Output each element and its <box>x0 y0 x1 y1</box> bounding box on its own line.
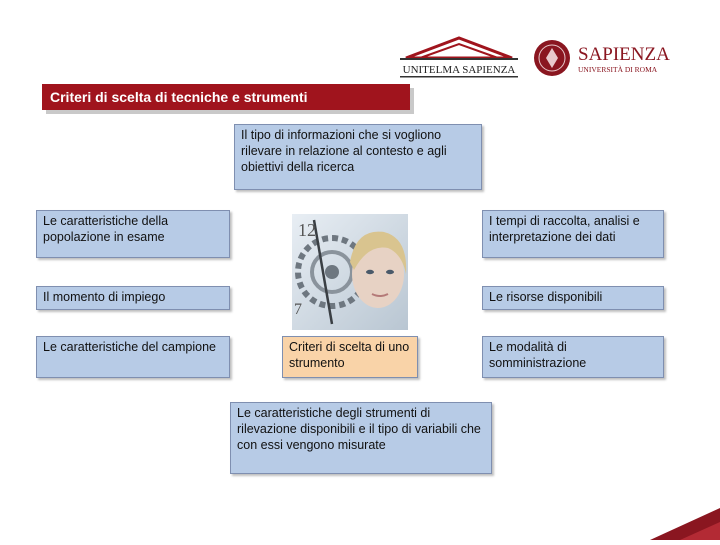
svg-text:12: 12 <box>298 220 316 240</box>
svg-text:7: 7 <box>294 301 302 318</box>
clock-face-photo <box>292 214 408 330</box>
sapienza-logo <box>532 36 672 80</box>
criterion-instruments: Le caratteristiche degli strumenti di rilevazione disponibili e il tipo di variabili che con essi vengono misurate <box>230 402 492 474</box>
slide-title: Criteri di scelta di tecniche e strumenti <box>42 84 410 110</box>
criterion-resources: Le risorse disponibili <box>482 286 664 310</box>
unitelma-logo-text: UNITELMA SAPIENZA <box>402 64 516 76</box>
criterion-sample: Le caratteristiche del campione <box>36 336 230 378</box>
unitelma-logo <box>398 36 520 80</box>
corner-decoration <box>620 500 720 540</box>
criterion-times: I tempi di raccolta, analisi e interpretazione dei dati <box>482 210 664 258</box>
criterion-information-type: Il tipo di informazioni che si vogliono rilevare in relazione al contesto e agli obiettivi della ricerca <box>234 124 482 190</box>
criterion-timing: Il momento di impiego <box>36 286 230 310</box>
criterion-population: Le caratteristiche della popolazione in esame <box>36 210 230 258</box>
criterion-administration: Le modalità di somministrazione <box>482 336 664 378</box>
sapienza-logo-sub: UNIVERSITÀ DI ROMA <box>578 65 658 74</box>
center-criteria-label: Criteri di scelta di uno strumento <box>282 336 418 378</box>
sapienza-logo-name: SAPIENZA <box>578 44 670 65</box>
